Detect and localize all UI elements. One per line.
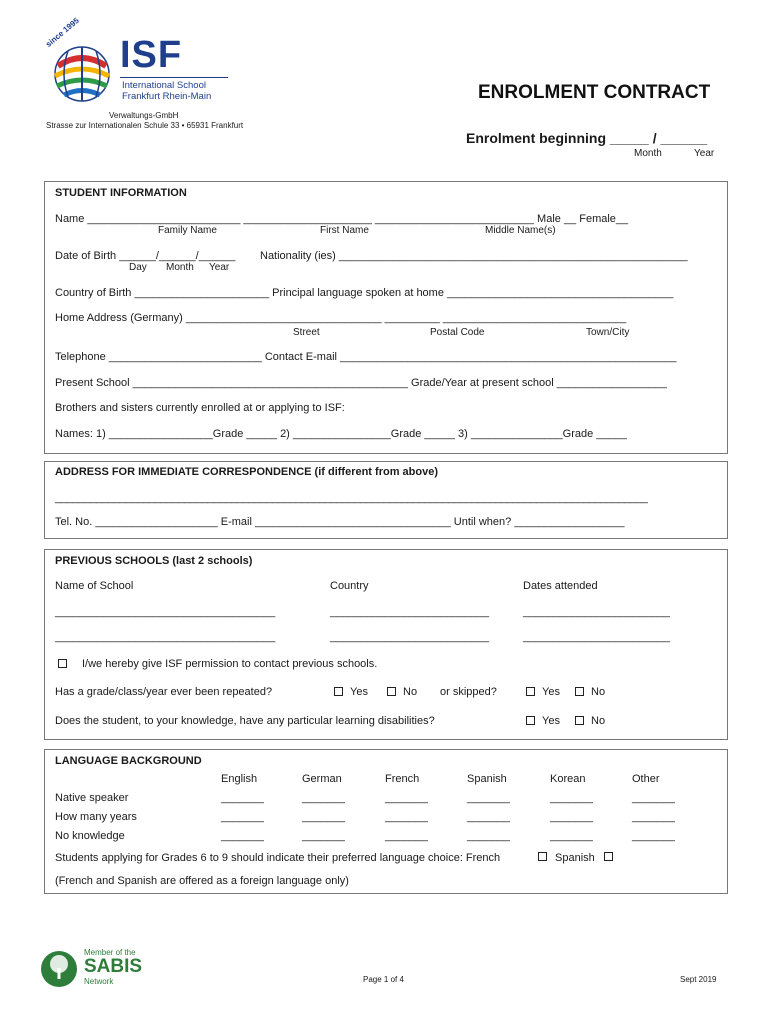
lang-blank[interactable]: _______ (302, 830, 345, 842)
sibling-names-line[interactable]: Names: 1) _________________Grade _____ 2) ________________Grade _____ 3) _______________Grade _____ (55, 428, 627, 440)
lang-blank[interactable]: _______ (221, 792, 264, 804)
disabilities-yes-checkbox[interactable] (526, 716, 535, 725)
skipped-no-checkbox[interactable] (575, 687, 584, 696)
siblings-text: Brothers and sisters currently enrolled at or applying to ISF: (55, 402, 345, 414)
town-label: Town/City (586, 327, 630, 338)
lang-blank[interactable]: _______ (467, 811, 510, 823)
lang-col-german: German (302, 773, 342, 785)
school-1-name-field[interactable]: ____________________________________ (55, 606, 276, 618)
lang-blank[interactable]: _______ (302, 792, 345, 804)
lang-blank[interactable]: _______ (550, 792, 593, 804)
network-text: Network (84, 977, 114, 986)
disabilities-no-label: No (591, 715, 606, 727)
foreign-language-note: (French and Spanish are offered as a foreign language only) (55, 875, 349, 887)
previous-schools-section (44, 549, 728, 740)
page-number: Page 1 of 4 (363, 975, 404, 984)
lang-col-spanish: Spanish (467, 773, 507, 785)
repeated-yes-label: Yes (350, 686, 368, 698)
lang-blank[interactable]: _______ (302, 811, 345, 823)
correspondence-address-line[interactable]: _____________________________________________________________________________________________________ (55, 492, 648, 504)
dob-day-label: Day (129, 262, 147, 273)
lang-blank[interactable]: _______ (221, 830, 264, 842)
lang-blank[interactable]: _______ (467, 830, 510, 842)
skipped-yes-checkbox[interactable] (526, 687, 535, 696)
lang-col-other: Other (632, 773, 660, 785)
previous-schools-heading: PREVIOUS SCHOOLS (last 2 schools) (55, 555, 253, 567)
col-dates: Dates attended (523, 580, 598, 592)
company-name: Verwaltungs-GmbH (109, 111, 179, 120)
page-title: ENROLMENT CONTRACT (478, 82, 711, 103)
lang-blank[interactable]: _______ (385, 811, 428, 823)
disabilities-yes-label: Yes (542, 715, 560, 727)
middle-name-label: Middle Name(s) (485, 225, 556, 236)
sabis-text: SABIS (84, 956, 143, 977)
lang-row-native: Native speaker (55, 792, 129, 804)
school-1-dates-field[interactable]: ________________________ (523, 606, 670, 618)
skipped-yes-label: Yes (542, 686, 560, 698)
birth-country-language-line[interactable]: Country of Birth ______________________ Principal language spoken at home _____________________________________ (55, 287, 674, 299)
col-school-name: Name of School (55, 580, 134, 592)
member-of-text: Member of the (84, 948, 136, 957)
sabis-logo (40, 948, 160, 988)
enrolment-beginning[interactable]: Enrolment beginning _____ / ______ (466, 130, 708, 146)
repeated-yes-checkbox[interactable] (334, 687, 343, 696)
repeated-no-checkbox[interactable] (387, 687, 396, 696)
disabilities-no-checkbox[interactable] (575, 716, 584, 725)
logo-since: since 1995 (44, 15, 81, 49)
student-info-heading: STUDENT INFORMATION (55, 187, 187, 199)
first-name-label: First Name (320, 225, 369, 236)
lang-blank[interactable]: _______ (632, 811, 675, 823)
enrol-month-label: Month (634, 148, 662, 159)
spanish-label: Spanish (555, 852, 595, 864)
lang-blank[interactable]: _______ (385, 792, 428, 804)
correspondence-heading: ADDRESS FOR IMMEDIATE CORRESPONDENCE (if different from above) (55, 466, 438, 478)
disabilities-question: Does the student, to your knowledge, have any particular learning disabilities? (55, 715, 435, 727)
repeated-question: Has a grade/class/year ever been repeated? (55, 686, 273, 698)
family-name-label: Family Name (158, 225, 217, 236)
school-name-2: Frankfurt Rhein-Main (122, 91, 212, 102)
home-address-line[interactable]: Home Address (Germany) ________________________________ _________ ______________________________ (55, 312, 627, 324)
isf-logo (40, 15, 240, 108)
lang-row-none: No knowledge (55, 830, 125, 842)
lang-blank[interactable]: _______ (550, 811, 593, 823)
lang-blank[interactable]: _______ (385, 830, 428, 842)
lang-blank[interactable]: _______ (467, 792, 510, 804)
lang-blank[interactable]: _______ (632, 792, 675, 804)
lang-col-korean: Korean (550, 773, 586, 785)
skipped-question: or skipped? (440, 686, 497, 698)
permission-text: I/we hereby give ISF permission to contact previous schools. (82, 658, 378, 670)
school-2-country-field[interactable]: __________________________ (330, 631, 490, 643)
nationality-line[interactable]: Nationality (ies) _________________________________________________________ (260, 250, 688, 262)
school-name-1: International School (122, 80, 206, 91)
language-heading: LANGUAGE BACKGROUND (55, 755, 202, 767)
skipped-no-label: No (591, 686, 606, 698)
school-address: Strasse zur Internationalen Schule 33 • 65931 Frankfurt (46, 121, 244, 130)
school-1-country-field[interactable]: __________________________ (330, 606, 490, 618)
school-2-dates-field[interactable]: ________________________ (523, 631, 670, 643)
lang-blank[interactable]: _______ (632, 830, 675, 842)
lang-col-english: English (221, 773, 258, 785)
repeated-no-label: No (403, 686, 418, 698)
logo-text: ISF (120, 34, 183, 76)
telephone-email-line[interactable]: Telephone _________________________ Contact E-mail _______________________________________________________ (55, 351, 677, 363)
dob-year-label: Year (209, 262, 230, 273)
grades-language-note: Students applying for Grades 6 to 9 should indicate their preferred language choice: French (55, 852, 501, 864)
date-of-birth-line[interactable]: Date of Birth ______/______/______ (55, 250, 236, 262)
lang-col-french: French (385, 773, 420, 785)
lang-blank[interactable]: _______ (221, 811, 264, 823)
permission-checkbox[interactable] (58, 659, 67, 668)
postal-code-label: Postal Code (430, 327, 485, 338)
name-line[interactable]: Name _________________________ _____________________ __________________________ Male __ Female__ (55, 213, 629, 225)
street-label: Street (293, 327, 320, 338)
col-country: Country (330, 580, 369, 592)
french-checkbox[interactable] (538, 852, 547, 861)
present-school-line[interactable]: Present School _____________________________________________ Grade/Year at present school __________________ (55, 377, 667, 389)
spanish-checkbox[interactable] (604, 852, 613, 861)
lang-row-years: How many years (55, 811, 137, 823)
lang-blank[interactable]: _______ (550, 830, 593, 842)
school-2-name-field[interactable]: ____________________________________ (55, 631, 276, 643)
tree-icon (40, 950, 78, 988)
correspondence-tel-email-line[interactable]: Tel. No. ____________________ E-mail ________________________________ Until when? __________________ (55, 516, 625, 528)
footer-date: Sept 2019 (680, 975, 717, 984)
dob-month-label: Month (166, 262, 194, 273)
enrol-year-label: Year (694, 148, 715, 159)
